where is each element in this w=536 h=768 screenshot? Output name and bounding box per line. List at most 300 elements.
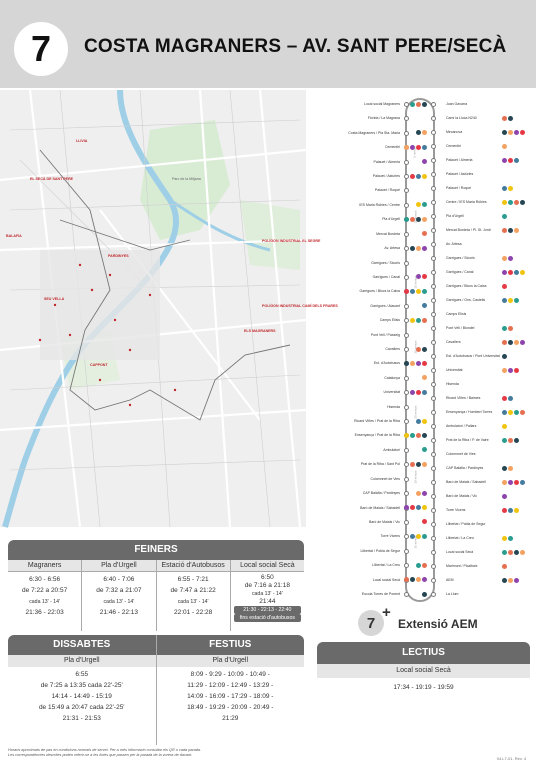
stop-name: Baró de Maials / Vic: [446, 494, 478, 498]
connections-row: [410, 390, 428, 395]
connection-line-icon: [520, 200, 525, 205]
map-label-llivia: LLIVIA: [76, 139, 88, 143]
connection-line-icon: [502, 186, 507, 191]
connection-line-icon: [410, 577, 415, 582]
connection-line-icon: [502, 564, 507, 569]
connection-line-icon: [514, 508, 519, 513]
stop-dot: [431, 242, 436, 247]
map-label-poligon-frares: POLÍGON INDUSTRIAL CAMÍ DELS FRARES: [262, 304, 338, 308]
connections-row: [404, 505, 428, 510]
connection-line-icon: [502, 298, 507, 303]
stop-name: Prat de la Riba / P. de Vaire: [446, 438, 489, 442]
stop-name: Palauet / Roqué: [374, 188, 400, 193]
stop-name: Mercat Bordeta: [376, 231, 400, 236]
stop-name: Pont Vell / Passeig: [370, 332, 400, 337]
connection-line-icon: [416, 202, 421, 207]
connection-line-icon: [422, 217, 427, 222]
connection-line-icon: [410, 246, 415, 251]
connections-row: [502, 424, 508, 429]
connections-row: [422, 303, 428, 308]
route-map[interactable]: [0, 90, 338, 527]
connection-line-icon: [508, 368, 513, 373]
connection-line-icon: [422, 447, 427, 452]
connection-line-icon: [422, 563, 427, 568]
connection-line-icon: [410, 318, 415, 323]
connection-line-icon: [508, 326, 513, 331]
frequency-line: cada 13' - 14': [29, 599, 61, 605]
stop-name: Palauet / Astúries: [372, 174, 400, 179]
dissabtes-timetable: [8, 635, 157, 745]
connection-line-icon: [508, 396, 513, 401]
col-header: Estació d'Autobusos: [157, 560, 230, 572]
connections-row: [502, 508, 520, 513]
connection-line-icon: [404, 217, 409, 222]
connection-line-icon: [422, 347, 427, 352]
travel-time-mark: 20 minuts: [413, 340, 418, 354]
connections-row: [502, 270, 526, 275]
connections-row: [502, 256, 514, 261]
stop-dot: [431, 144, 436, 149]
time-line: de 7:22 a 20:57: [22, 587, 68, 594]
connections-row: [502, 494, 508, 499]
extension-route-badge: 7: [358, 610, 384, 636]
stop-dot: [431, 550, 436, 555]
connections-row: [416, 130, 428, 135]
connection-line-icon: [422, 577, 427, 582]
stop-dot: [431, 578, 436, 583]
stop-dot: [404, 160, 409, 165]
connection-line-icon: [416, 361, 421, 366]
stop-name: Est. d'Autobusos: [373, 361, 400, 366]
connections-row: [502, 284, 508, 289]
connection-line-icon: [422, 419, 427, 424]
connections-row: [410, 462, 428, 467]
stop-dot: [431, 592, 436, 597]
stop-name: Palauet / Almeria: [373, 159, 400, 164]
connection-line-icon: [508, 340, 513, 345]
travel-time-mark: 25 minuts: [413, 405, 418, 419]
connection-line-icon: [520, 340, 525, 345]
map-graphic: [0, 90, 306, 527]
stop-name: Torre Vicens: [380, 534, 400, 539]
stop-name: Pla d'Urgell: [382, 217, 400, 222]
stop-dot: [404, 232, 409, 237]
extension-label: Extensió AEM: [398, 617, 478, 631]
connection-line-icon: [404, 289, 409, 294]
stop-name: Local social Magraners: [364, 102, 400, 106]
time-line: 18:49 - 19:29 - 20:09 - 20:49 -: [187, 704, 274, 711]
extension-aem: [358, 604, 528, 636]
connections-row: [502, 158, 520, 163]
connections-row: [502, 214, 508, 219]
stop-dot: [431, 256, 436, 261]
footnote-line: Horaris aproximats de pas en condicions normals de servei. Per a més informació consultar els QR o cada parada.: [8, 748, 202, 752]
stop-name: Centre / IES Maria Rúbies: [446, 200, 487, 204]
connection-line-icon: [502, 326, 507, 331]
connection-line-icon: [514, 550, 519, 555]
connection-line-icon: [410, 174, 415, 179]
stop-dot: [431, 382, 436, 387]
stop-name: IES Maria Rúbies / Centre: [359, 202, 400, 207]
connection-line-icon: [416, 174, 421, 179]
connection-line-icon: [508, 438, 513, 443]
time-line: 21:29: [222, 715, 239, 722]
connection-line-icon: [422, 102, 427, 107]
connection-line-icon: [422, 246, 427, 251]
stop-dot: [404, 275, 409, 280]
connection-line-icon: [514, 410, 519, 415]
time-line: 11:29 - 12:09 - 12:49 - 13:29 -: [187, 682, 274, 689]
connection-line-icon: [514, 200, 519, 205]
connection-line-icon: [416, 390, 421, 395]
stop-name: Costa Magraners / Pla Sta. Maria: [348, 130, 400, 135]
connection-line-icon: [422, 433, 427, 438]
stop-name: Av. Artesa: [384, 246, 400, 251]
stop-name: Cementiri: [385, 145, 400, 150]
route-number: 7: [30, 28, 52, 69]
col-header: Local social Secà: [231, 560, 304, 572]
stop-name: Garrigues / Canal: [446, 270, 474, 274]
connection-line-icon: [502, 130, 507, 135]
stop-name: Mercat Bordeta / Pl. St. Jordi: [446, 228, 491, 232]
stop-name: CAP Balàfia / Pardinyes: [362, 491, 400, 496]
connections-row: [502, 186, 514, 191]
connection-line-icon: [422, 491, 427, 496]
connection-line-icon: [422, 519, 427, 524]
connection-line-icon: [502, 214, 507, 219]
connection-line-icon: [514, 340, 519, 345]
stop-name: Local social Secà: [372, 577, 400, 582]
connection-line-icon: [502, 396, 507, 401]
stop-dot: [431, 326, 436, 331]
connection-line-icon: [416, 419, 421, 424]
connection-line-icon: [508, 116, 513, 121]
stop-name: Camps Elisis: [379, 318, 400, 323]
connection-line-icon: [508, 578, 513, 583]
connections-row: [502, 116, 514, 121]
stop-name: Marimunt / Picalbaix: [446, 564, 478, 568]
stop-name: Torre Vicens: [446, 508, 466, 512]
stop-name: Pont Vell / Blondel: [446, 326, 475, 330]
connection-line-icon: [422, 174, 427, 179]
connection-line-icon: [508, 256, 513, 261]
connections-row: [422, 375, 428, 380]
connections-row: [502, 326, 514, 331]
connection-line-icon: [502, 466, 507, 471]
connections-row: [422, 447, 428, 452]
stop-name: Mecanova: [446, 130, 463, 134]
connection-line-icon: [416, 491, 421, 496]
connections-row: [404, 289, 428, 294]
connection-line-icon: [520, 130, 525, 135]
connection-line-icon: [422, 231, 427, 236]
connections-row: [416, 563, 428, 568]
connections-row: [416, 419, 428, 424]
connection-line-icon: [502, 200, 507, 205]
stop-name: Garrigues / Ons. Castells: [446, 298, 486, 302]
connections-row: [502, 578, 520, 583]
time-line: 21:44: [259, 598, 276, 605]
stop-dot: [431, 494, 436, 499]
connection-line-icon: [422, 274, 427, 279]
time-line: 21:46 - 22:13: [99, 609, 139, 616]
connections-row: [404, 361, 428, 366]
stop-name: Universitat: [383, 390, 400, 395]
stop-dot: [431, 452, 436, 457]
connection-line-icon: [410, 289, 415, 294]
connection-line-icon: [514, 298, 519, 303]
connections-row: [422, 519, 428, 524]
stop-dot: [404, 347, 409, 352]
connection-line-icon: [502, 536, 507, 541]
stop-name: Hisenda: [446, 382, 459, 386]
stop-name: Cavallers: [446, 340, 461, 344]
stop-name: Ensenyança / Humbert Torres: [446, 410, 493, 414]
connection-line-icon: [514, 480, 519, 485]
time-line: 6:55: [75, 671, 89, 678]
connection-line-icon: [508, 186, 513, 191]
stop-name: Garrigues / Blocs la Caixa: [359, 289, 400, 294]
connection-line-icon: [404, 505, 409, 510]
connection-line-icon: [502, 270, 507, 275]
stop-name: Florida / La Magrana: [367, 116, 400, 121]
stop-dot: [431, 480, 436, 485]
connection-line-icon: [410, 505, 415, 510]
stop-dot: [431, 508, 436, 513]
footnote: [8, 748, 448, 758]
stop-name: Joan Gavarra: [446, 102, 468, 106]
connection-line-icon: [404, 577, 409, 582]
connection-line-icon: [514, 270, 519, 275]
connection-line-icon: [416, 577, 421, 582]
connection-line-icon: [416, 563, 421, 568]
connection-line-icon: [508, 270, 513, 275]
connection-line-icon: [502, 368, 507, 373]
connections-row: [502, 480, 526, 485]
lectius-title: LECTIUS: [317, 642, 530, 664]
festius-title: FESTIUS: [157, 635, 305, 655]
connections-row: [404, 577, 428, 582]
stop-name: Camí la Lluca N240: [446, 116, 477, 120]
connection-line-icon: [502, 340, 507, 345]
time-line: 21:31 - 21:53: [62, 715, 101, 722]
lectius-timetable: [317, 642, 530, 706]
highlight-times: 21:30 - 22:13 - 22:40: [234, 606, 301, 614]
stop-dot: [404, 549, 409, 554]
stop-dot: [431, 186, 436, 191]
connection-line-icon: [508, 298, 513, 303]
col-header: Pla d'Urgell: [82, 560, 155, 572]
connections-row: [502, 536, 514, 541]
frequency-line: cada 13' - 14': [103, 599, 135, 605]
connection-line-icon: [422, 303, 427, 308]
stop-dot: [404, 405, 409, 410]
stop-name: Hisenda: [387, 404, 400, 409]
time-line: de 7:32 a 21:07: [96, 587, 142, 594]
stop-name: Pla d'Urgell: [446, 214, 464, 218]
stop-dot: [431, 298, 436, 303]
stop-dot: [431, 438, 436, 443]
stop-name: Garrigues / Blocs la Caixa: [446, 284, 487, 288]
stop-dot: [404, 261, 409, 266]
travel-time-mark: 5 minuts: [412, 146, 417, 158]
connections-row: [410, 246, 428, 251]
connection-line-icon: [502, 424, 507, 429]
connection-line-icon: [502, 494, 507, 499]
time-line: 8:09 - 9:29 - 10:09 - 10:49 -: [190, 671, 270, 678]
connection-line-icon: [502, 144, 507, 149]
connections-row: [502, 354, 508, 359]
stop-dot: [431, 116, 436, 121]
connection-line-icon: [508, 536, 513, 541]
travel-time-mark: 15 minuts: [413, 275, 418, 289]
time-line: de 7:25 a 13:35 cada 22'-25': [40, 682, 123, 689]
footnote-line: Les correspondències descrites poden referir-se a les línies que passen per la parada de la vorera de davant.: [8, 753, 193, 757]
connection-line-icon: [416, 462, 421, 467]
connection-line-icon: [502, 578, 507, 583]
stop-dot: [431, 536, 436, 541]
stop-name: Colomnnet de Vies: [446, 452, 476, 456]
stop-dot: [431, 410, 436, 415]
col-header: Magraners: [8, 560, 81, 572]
connection-line-icon: [422, 145, 427, 150]
connection-line-icon: [514, 368, 519, 373]
connection-line-icon: [416, 246, 421, 251]
connection-line-icon: [502, 480, 507, 485]
connection-line-icon: [502, 410, 507, 415]
stop-dot: [404, 592, 409, 597]
connection-line-icon: [502, 228, 507, 233]
stop-dot: [404, 131, 409, 136]
connection-line-icon: [416, 102, 421, 107]
time-line: 6:55 - 7:21: [177, 576, 209, 583]
connections-row: [422, 592, 428, 597]
stop-name: Est. d'Autobusos / Pont Universitat: [446, 354, 500, 358]
connection-line-icon: [514, 130, 519, 135]
stop-name: CAP Balàfia / Pardinyes: [446, 466, 484, 470]
document-code: 04.L7-01. Rev. 4: [496, 756, 526, 761]
stop-dot: [404, 520, 409, 525]
connections-row: [502, 144, 508, 149]
connection-line-icon: [508, 550, 513, 555]
stop-name: Catalunya: [384, 375, 400, 380]
connection-line-icon: [422, 534, 427, 539]
connections-row: [416, 491, 428, 496]
connection-line-icon: [422, 361, 427, 366]
connection-line-icon: [404, 361, 409, 366]
time-line: 6:30 - 6:56: [29, 576, 61, 583]
connections-row: [502, 438, 520, 443]
route-number-badge: [14, 22, 68, 76]
travel-time-mark: 35 minuts: [413, 535, 418, 549]
stop-name: Cavallers: [385, 347, 400, 351]
stop-dot: [431, 340, 436, 345]
connection-line-icon: [508, 508, 513, 513]
stop-dot: [431, 102, 436, 107]
map-label-seca: EL SECÀ DE SANT PERE: [30, 177, 74, 181]
connection-line-icon: [514, 578, 519, 583]
connection-line-icon: [422, 375, 427, 380]
stop-name: Palauet / Astúries: [446, 172, 474, 176]
connections-row: [404, 433, 428, 438]
stop-name: Colomnnet de Vies: [370, 476, 400, 481]
connection-line-icon: [508, 228, 513, 233]
connection-line-icon: [422, 462, 427, 467]
lectius-times: 17:34 - 19:19 - 19:59: [393, 684, 454, 691]
time-line: 6:40 - 7:06: [103, 576, 135, 583]
connections-row: [416, 347, 428, 352]
stop-name: Garrigues / Sicoris: [446, 256, 475, 260]
stop-name: Palauet / Roqué: [446, 186, 472, 190]
stop-name: Av. Artesa: [446, 242, 462, 246]
stop-dot: [431, 214, 436, 219]
festius-timetable: [157, 635, 305, 745]
feiners-col-pla-urgell: [82, 560, 156, 631]
stop-name: La Llum: [446, 592, 459, 596]
stop-dot: [431, 312, 436, 317]
stop-dot: [431, 172, 436, 177]
map-label-magraners: ELS MAGRANERS: [244, 329, 276, 333]
connections-row: [410, 102, 428, 107]
stop-dot: [404, 333, 409, 338]
stop-dot: [431, 270, 436, 275]
stop-dot: [431, 466, 436, 471]
highlight-note: fins estació d'autobusos: [234, 614, 301, 622]
stop-dot: [404, 477, 409, 482]
connections-row: [502, 410, 526, 415]
connection-line-icon: [404, 433, 409, 438]
dissabtes-stop: Pla d'Urgell: [8, 655, 156, 667]
connection-line-icon: [502, 284, 507, 289]
stop-name: Garrigues / Alacant: [370, 303, 400, 308]
connection-line-icon: [508, 410, 513, 415]
connection-line-icon: [514, 438, 519, 443]
stop-name: Ambulatori / Pallars: [446, 424, 477, 428]
connection-line-icon: [410, 102, 415, 107]
connections-row: [502, 466, 514, 471]
header-bar: [0, 0, 536, 88]
connection-line-icon: [508, 466, 513, 471]
connection-line-icon: [410, 462, 415, 467]
stop-name: Llibertat / Pobla de Segur: [360, 548, 400, 553]
connection-line-icon: [404, 145, 409, 150]
connection-line-icon: [508, 480, 513, 485]
stop-dot: [404, 448, 409, 453]
feiners-timetable: [8, 540, 304, 631]
connection-line-icon: [508, 130, 513, 135]
connection-line-icon: [422, 505, 427, 510]
stop-name: Baró de Maials / Sabadell: [360, 505, 400, 510]
connection-line-icon: [502, 508, 507, 513]
stop-name: Llibertat / La Creu: [446, 536, 474, 540]
stop-dot: [404, 376, 409, 381]
stop-name: Garrigues / Sicoris: [371, 260, 400, 265]
stop-dot: [431, 368, 436, 373]
stop-name: Prat de la Riba / Sant Pol: [360, 462, 400, 467]
time-line: 22:01 - 22:28: [173, 609, 213, 616]
connections-row: [502, 550, 526, 555]
connection-line-icon: [422, 289, 427, 294]
connection-line-icon: [514, 228, 519, 233]
map-label-seu-vella: SEU VELLA: [44, 297, 65, 301]
stop-dot: [431, 522, 436, 527]
connections-row: [502, 340, 526, 345]
stop-name: Baró de Maials / Sabadell: [446, 480, 486, 484]
connection-line-icon: [508, 200, 513, 205]
stop-name: Ensenyança / Prat de la Riba: [354, 433, 400, 438]
map-label-poligon-segre: POLÍGON INDUSTRIAL EL SEGRE: [262, 239, 321, 243]
map-label-mitjana: Parc de la Mitjana: [172, 177, 201, 181]
